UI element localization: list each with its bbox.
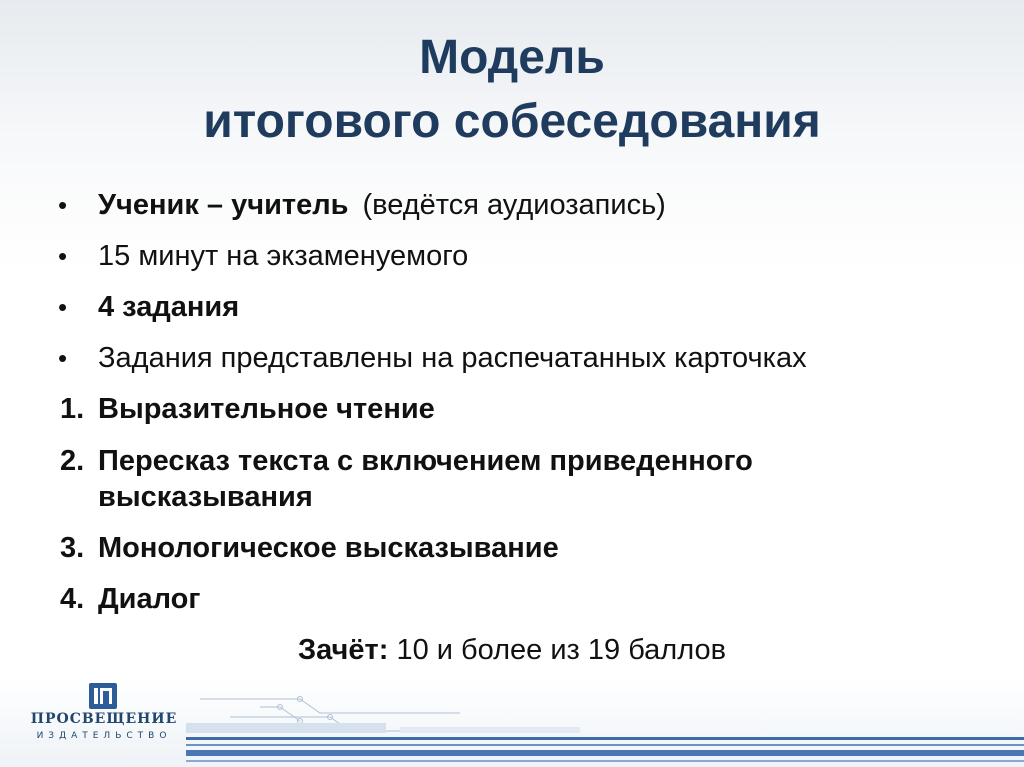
publisher-name: ПРОСВЕЩЕНИЕ [30, 711, 178, 727]
task-number: 3. [60, 532, 85, 564]
task-number: 1. [60, 393, 85, 425]
bullet-marker: • [58, 292, 68, 322]
bullet-text: Задания представлены на распечатанных карточках [98, 342, 807, 374]
task-item [58, 574, 978, 625]
task-item [58, 435, 978, 523]
title-line-1: Модель [419, 31, 605, 84]
bullet-item [58, 231, 978, 282]
publisher-mark-icon [88, 681, 118, 711]
bullet-item [58, 333, 978, 384]
bullet-normal-text: (ведётся аудиозапись) [362, 189, 666, 221]
footer [0, 677, 1024, 767]
pass-label: Зачёт: [297, 634, 389, 666]
task-number: 2. [60, 445, 85, 477]
task-text: Монологическое высказывание [98, 532, 559, 564]
publisher-subtitle: ИЗДАТЕЛЬСТВО [36, 731, 172, 741]
bullet-bold-text: Ученик – учитель [98, 189, 349, 221]
bullet-marker: • [58, 190, 68, 220]
task-number: 4. [60, 583, 85, 615]
task-text: Пересказ текста с включением приведенного высказывания [98, 445, 753, 513]
pass-criterion [0, 628, 1024, 672]
bullet-text: 4 задания [98, 291, 240, 323]
task-item [58, 523, 978, 574]
bullet-marker: • [58, 241, 68, 271]
pass-value: 10 и более из 19 баллов [396, 634, 727, 666]
publisher-logo [24, 681, 184, 761]
title-line-2: итогового собеседования [203, 95, 821, 148]
bullet-item [58, 180, 978, 231]
bullet-marker: • [58, 343, 68, 373]
slide-title [0, 26, 1024, 154]
bullet-text: 15 минут на экзаменуемого [98, 240, 469, 272]
bullet-text [98, 180, 666, 231]
slide-content [58, 180, 978, 625]
bullet-item [58, 282, 978, 333]
task-item [58, 384, 978, 435]
task-text: Диалог [98, 583, 201, 615]
task-text: Выразительное чтение [98, 393, 435, 425]
